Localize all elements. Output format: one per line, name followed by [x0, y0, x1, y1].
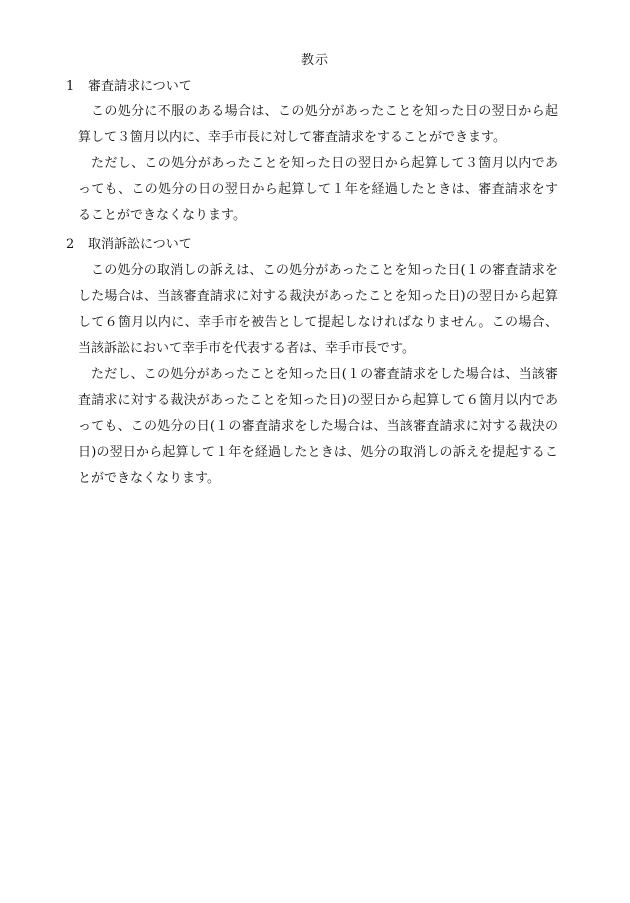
section-1-paragraph-2: ただし、この処分があったことを知った日の翌日から起算して３箇月以内であっても、この処分の日の翌日から起算して１年を経過したときは、審査請求をすることができなくなります。	[78, 156, 558, 223]
section-2-paragraph-1: この処分の取消しの訴えは、この処分があったことを知った日(１の審査請求をした場合は、当該審査請求に対する裁決があったことを知った日)の翌日から起算して６箇月以内に、幸手市を被告として提起しなければなりません。この場合、当該訴訟において幸手市を代表する者は、幸手市長です。	[78, 263, 558, 356]
section-1-title: 審査請求について	[88, 79, 192, 94]
section-2-title: 取消訴訟について	[88, 237, 192, 252]
section-1-heading	[66, 78, 192, 96]
section-2-paragraph-2: ただし、この処分があったことを知った日(１の審査請求をした場合は、当該審査請求に対する裁決があったことを知った日)の翌日から起算して６箇月以内であっても、この処分の日(１の審査請求をした場合は、当該審査請求に対する裁決の日)の翌日から起算して１年を経過したときは、処分の取消しの訴えを提起することができなくなります。	[78, 367, 558, 486]
document-title: 教示	[300, 53, 329, 68]
section-1-paragraph-1: この処分に不服のある場合は、この処分があったことを知った日の翌日から起算して３箇月以内に、幸手市長に対して審査請求をすることができます。	[78, 104, 558, 145]
section-2-number: 2	[66, 237, 75, 252]
section-2-heading	[66, 236, 192, 254]
section-1-number: 1	[66, 79, 75, 94]
